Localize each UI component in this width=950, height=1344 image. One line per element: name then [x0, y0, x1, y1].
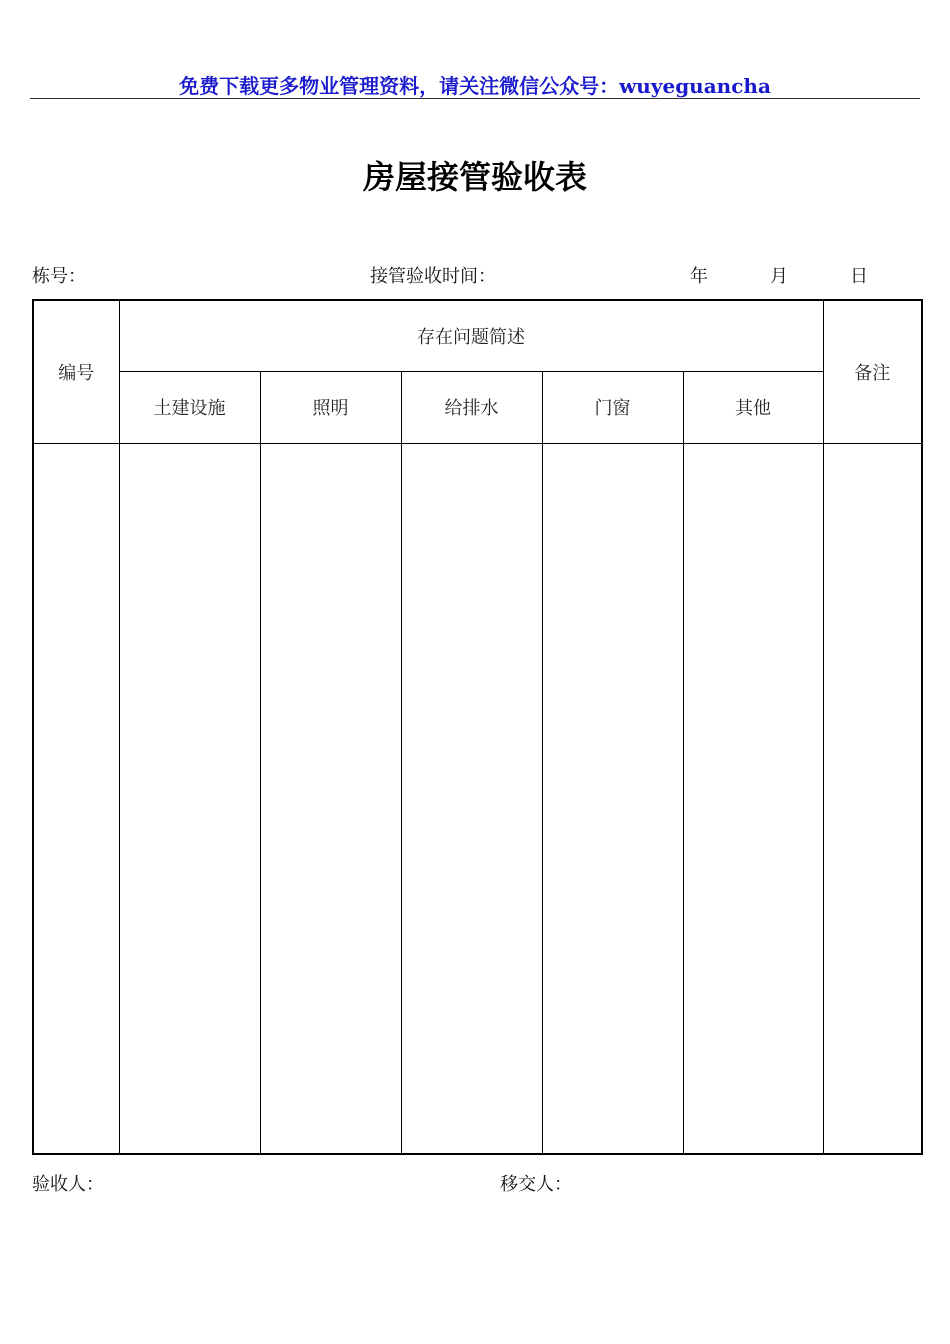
inspection-table [32, 299, 923, 1155]
header-problem-description: 存在问题简述 [119, 300, 823, 371]
header-id: 编号 [33, 300, 119, 443]
cell-lighting[interactable] [260, 443, 401, 1154]
header-lighting: 照明 [260, 371, 401, 443]
cell-doors-windows[interactable] [542, 443, 683, 1154]
cell-civil-facilities[interactable] [119, 443, 260, 1154]
cell-other[interactable] [683, 443, 823, 1154]
header-banner: 免费下载更多物业管理资料，请关注微信公众号：wuyeguancha [179, 74, 771, 98]
cell-id[interactable] [33, 443, 119, 1154]
header-plumbing: 给排水 [401, 371, 542, 443]
header-other: 其他 [683, 371, 823, 443]
header-rule [30, 98, 920, 99]
day-label: 日 [850, 266, 868, 287]
cell-remark[interactable] [823, 443, 922, 1154]
header-doors-windows: 门窗 [542, 371, 683, 443]
cell-plumbing[interactable] [401, 443, 542, 1154]
header-remark: 备注 [823, 300, 922, 443]
building-number-label: 栋号： [32, 266, 86, 287]
page-title: 房屋接管验收表 [362, 158, 587, 196]
month-label: 月 [770, 266, 788, 287]
handover-time-label: 接管验收时间： [370, 266, 496, 287]
year-label: 年 [690, 266, 708, 287]
inspector-label: 验收人： [32, 1174, 104, 1195]
handover-person-label: 移交人： [500, 1174, 572, 1195]
header-civil-facilities: 土建设施 [119, 371, 260, 443]
